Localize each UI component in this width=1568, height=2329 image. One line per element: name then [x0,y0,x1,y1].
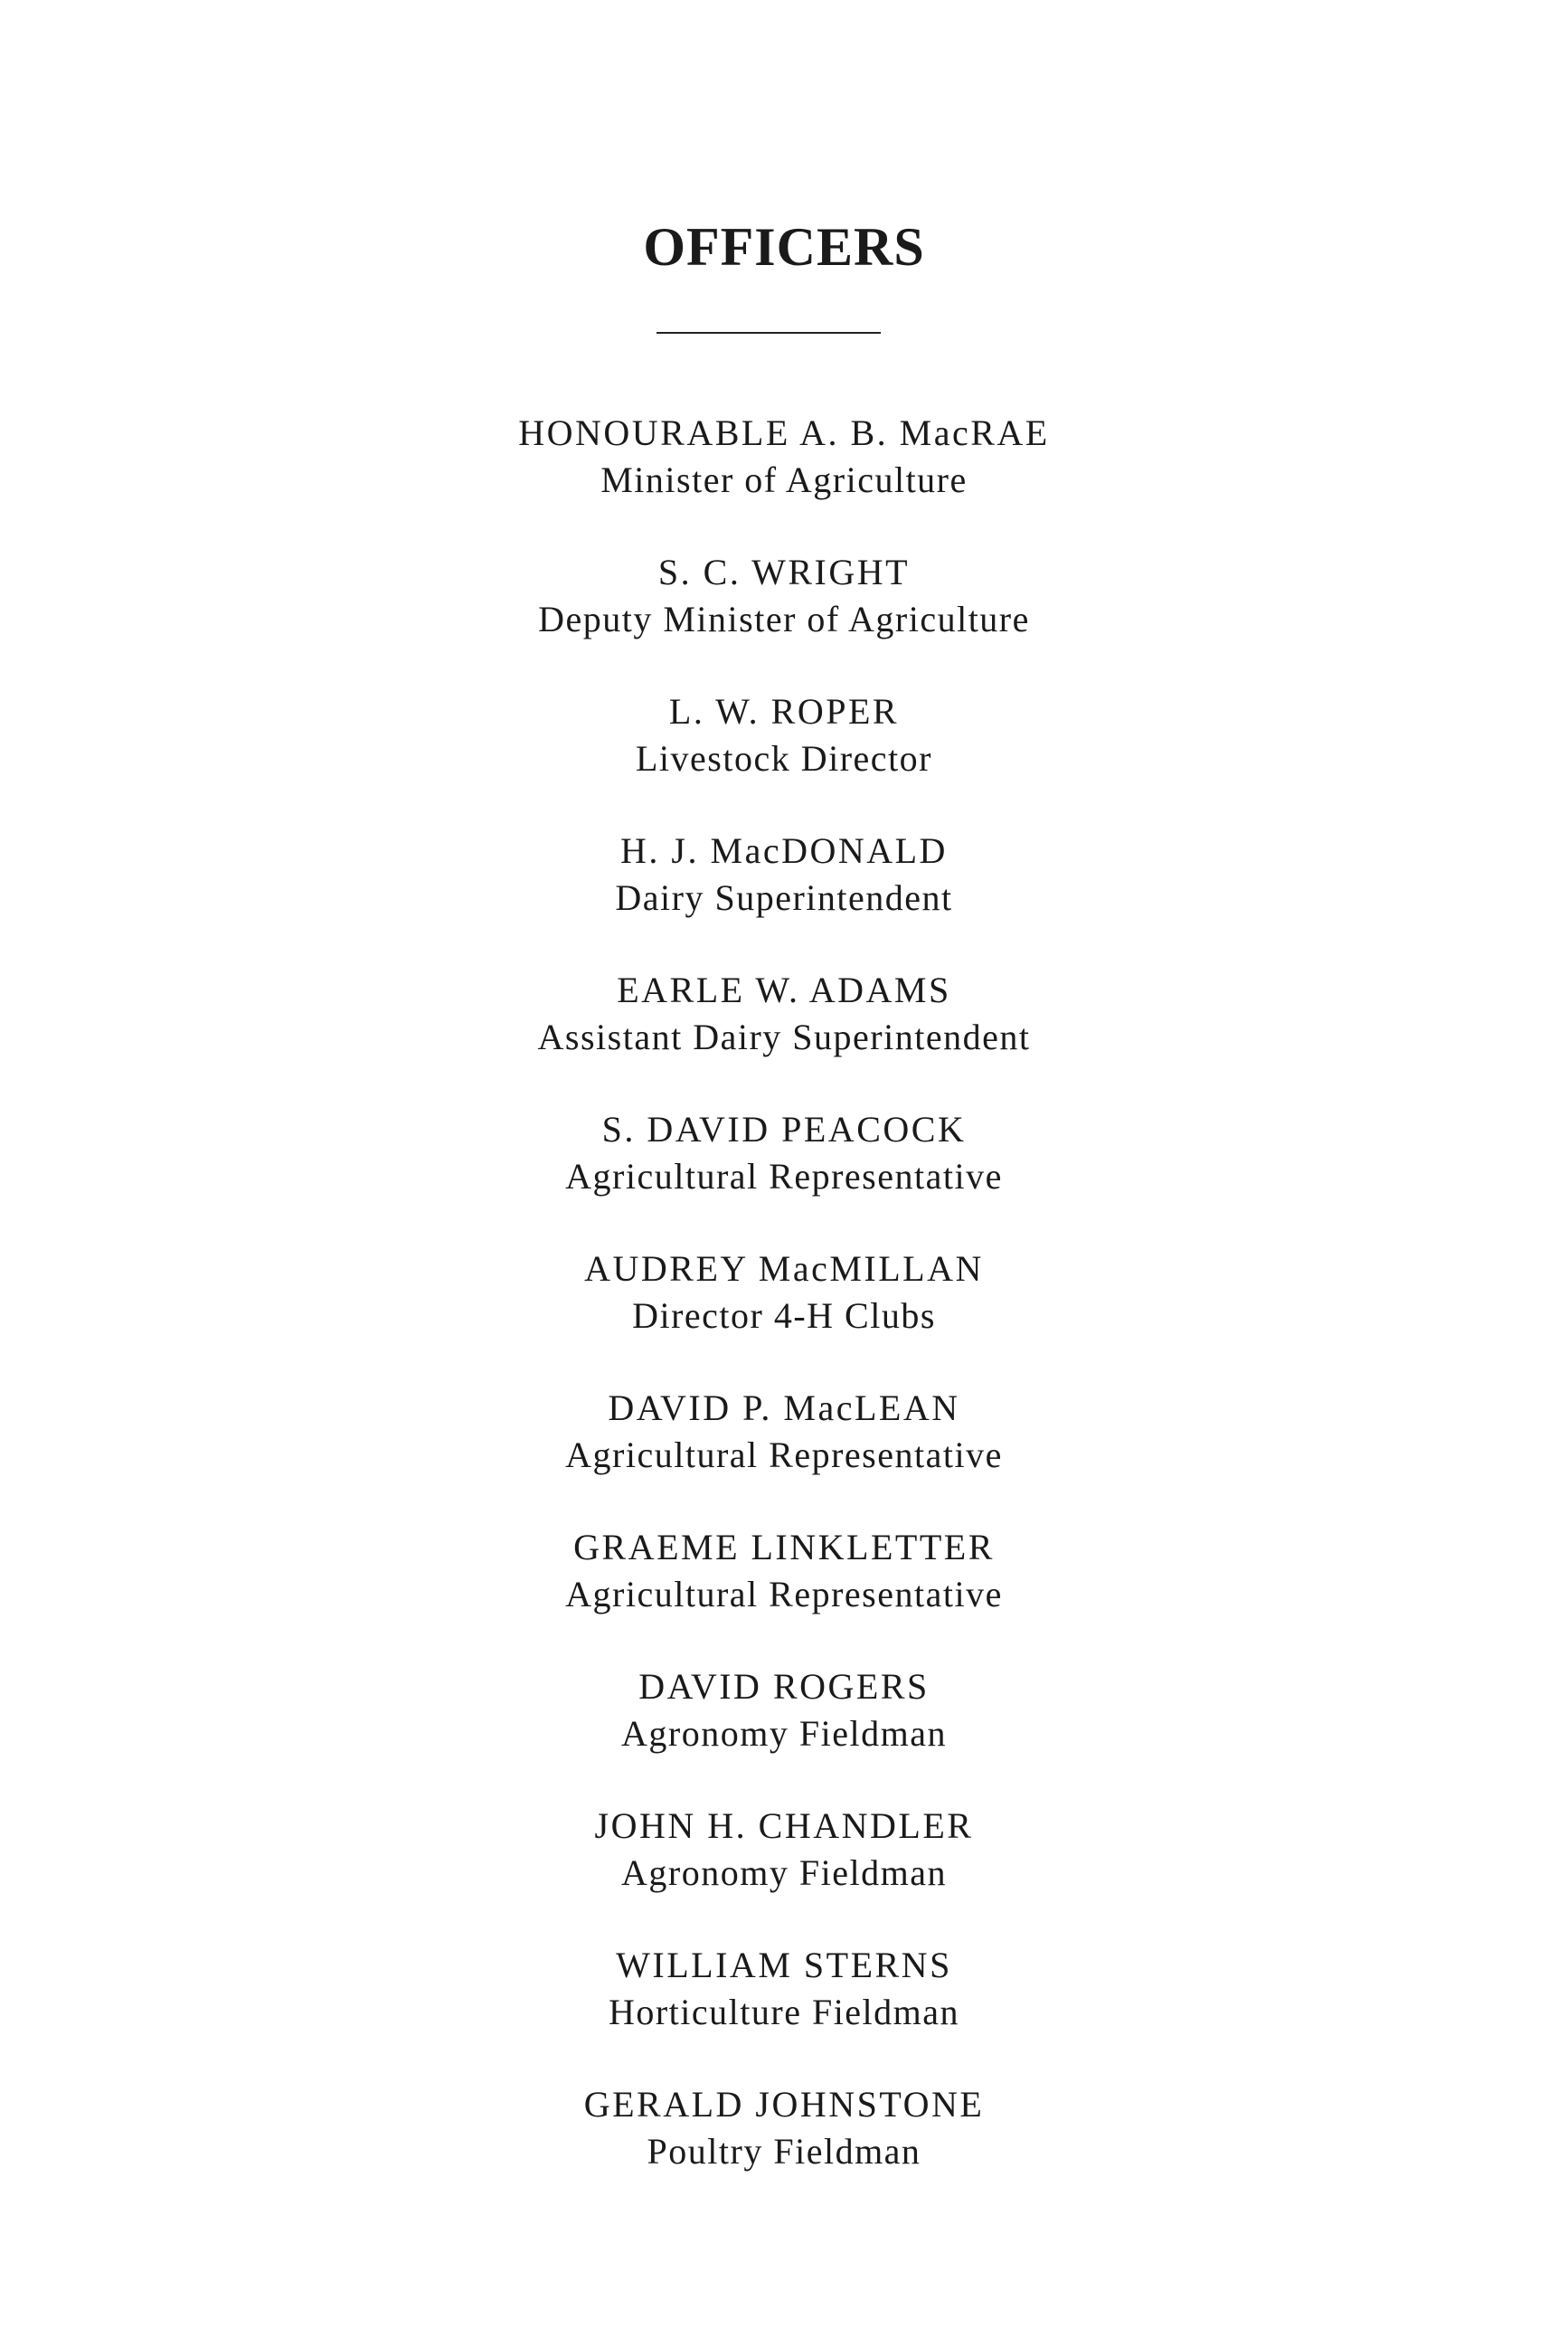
officer-role: Minister of Agriculture [600,459,968,500]
officer-name: S. C. WRIGHT [657,552,911,592]
officers-list [0,410,1568,2220]
officer-name: GERALD JOHNSTONE [583,2084,985,2125]
officer-entry [0,1663,1568,1803]
officer-entry [0,1106,1568,1245]
officer-role: Dairy Superintendent [615,877,953,918]
officer-name: WILLIAM STERNS [616,1945,952,1985]
officer-role: Agronomy Fieldman [621,1713,947,1754]
officer-entry [0,828,1568,967]
officer-name: H. J. MacDONALD [620,830,948,871]
officer-entry [0,410,1568,549]
officer-name: DAVID P. MacLEAN [608,1387,960,1428]
officer-entry [0,1385,1568,1524]
officer-entry [0,1245,1568,1385]
officer-name: GRAEME LINKLETTER [573,1527,995,1567]
officer-entry [0,1524,1568,1663]
officer-role: Livestock Director [636,738,932,779]
officer-name: EARLE W. ADAMS [617,970,951,1010]
officer-role: Agricultural Representative [565,1574,1003,1614]
officer-entry [0,1803,1568,1942]
title-divider [656,332,881,334]
officer-role: Deputy Minister of Agriculture [538,599,1030,639]
officer-entry [0,1942,1568,2081]
officer-name: L. W. ROPER [668,691,900,732]
page-title: OFFICERS [643,217,925,277]
officer-name: AUDREY MacMILLAN [584,1248,984,1289]
officer-entry [0,2081,1568,2220]
officer-role: Director 4-H Clubs [632,1295,936,1336]
officer-role: Agricultural Representative [565,1434,1003,1475]
officer-name: HONOURABLE A. B. MacRAE [518,412,1050,453]
officer-entry [0,549,1568,688]
officer-role: Agronomy Fieldman [621,1852,947,1893]
officer-entry [0,967,1568,1106]
officer-role: Horticulture Fieldman [608,1992,960,2032]
officer-role: Assistant Dairy Superintendent [537,1017,1031,1057]
officer-entry [0,688,1568,828]
officer-name: JOHN H. CHANDLER [594,1805,974,1846]
officer-name: DAVID ROGERS [638,1666,930,1707]
officer-role: Poultry Fieldman [647,2131,921,2172]
officer-name: S. DAVID PEACOCK [601,1109,967,1150]
officer-role: Agricultural Representative [565,1156,1003,1197]
